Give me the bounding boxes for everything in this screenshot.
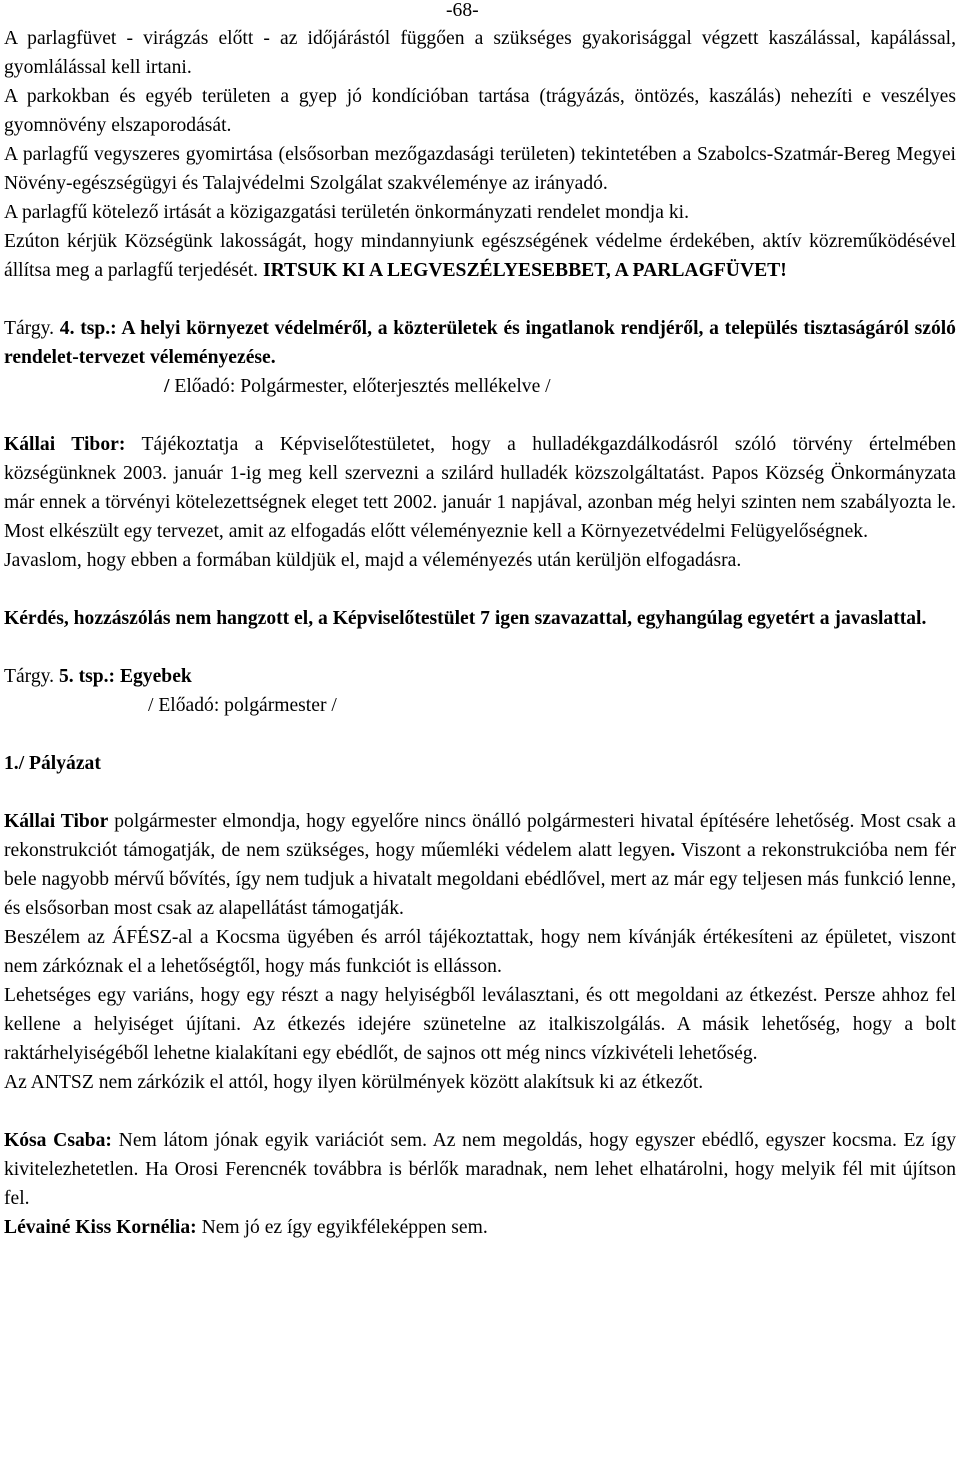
statement-kallai-2-text1: polgármester elmondja, hogy egyelőre nincs önálló polgármesteri hivatal építésére lehetőség. Most csak a rekonstrukciót támogatják, de nem szükséges, hogy műemléki védelem alatt legyen (4, 811, 956, 861)
vote-result: Kérdés, hozzászólás nem hangzott el, a Képviselőtestület 7 igen szavazattal, egyhangúlag egyetért a javaslattal. (4, 608, 927, 629)
agenda-item-4-prefix: Tárgy. (4, 318, 55, 339)
statement-kosa-text: Nem látom jónak egyik variációt sem. Az nem megoldás, hogy egyszer ebédlő, egyszer kocsma. Ez így kivitelezhetetlen. Ha Orosi Ferencnék továbbra is bérlők maradnak, nem lehet elhatárolni, hogy melyik fél mit újítson fel. (4, 1130, 956, 1209)
paragraph-parks: A parkokban és egyéb területen a gyep jó kondícióban tartása (trágyázás, öntözés, kaszálás) nehezíti e veszélyes gyomnövény elszaporodását. (4, 86, 956, 136)
agenda-item-4 (4, 314, 956, 372)
statement-levaine (4, 1213, 956, 1242)
speaker-levaine: Lévainé Kiss Kornélia: (4, 1217, 197, 1238)
agenda-item-5-title: : Egyebek (108, 666, 192, 687)
agenda-item-5 (4, 662, 956, 691)
subheading-palyazat: 1./ Pályázat (4, 753, 101, 774)
paragraph-chemical: A parlagfű vegyszeres gyomirtása (elsősorban mezőgazdasági területen) tekintetében a Szabolcs-Szatmár-Bereg Megyei Növény-egészségügyi és Talajvédelmi Szolgálat szakvéleménye az irányadó. (4, 144, 956, 194)
presenter-text: Előadó: Polgármester, előterjesztés mellékelve / (169, 376, 551, 397)
agenda-item-4-presenter (4, 372, 956, 401)
agenda-item-5-number: 5. tsp. (58, 666, 109, 687)
appeal-text: Ezúton kérjük Községünk lakosságát, hogy mindannyiunk egészségének védelme érdekében, aktív közreműködésével állítsa meg a parlagfű terjedését. (4, 231, 956, 281)
appeal-bold: IRTSUK KI A LEGVESZÉLYESEBBET, A PARLAGFÜVET! (262, 260, 787, 281)
paragraph-antsz: Az ANTSZ nem zárkózik el attól, hogy ilyen körülmények között alakítsuk ki az étkezőt. (4, 1072, 704, 1093)
statement-kosa (4, 1126, 956, 1213)
agenda-item-4-title: : A helyi környezet védelméről, a közterületek és ingatlanok rendjéről, a település tisztaságáról szóló rendelet-tervezet véleményezése. (4, 318, 956, 368)
agenda-item-5-prefix: Tárgy. (4, 666, 55, 687)
page-number: -68- (446, 0, 479, 21)
agenda-item-5-presenter: / Előadó: polgármester / (148, 695, 337, 716)
statement-kallai-1-text: Tájékoztatja a Képviselőtestületet, hogy a hulladékgazdálkodásról szóló törvény értelmében községünknek 2003. január 1-ig meg kell szervezni a szilárd hulladék közszolgáltatást. Papos Község Önkormányzata már ennek a törvényi kötelezettségnek eleget tett 2002. január 1 napjával, azonban még helyi szinten nem szabályozta le. Most elkészült egy tervezet, amit az elfogadás előtt véleményeznie kell a Környezetvédelmi Felügyelőségnek. (4, 434, 956, 542)
statement-levaine-text: Nem jó ez így egyikféleképpen sem. (196, 1217, 488, 1238)
statement-kallai-1 (4, 430, 956, 546)
presenter-slash: / (164, 376, 170, 397)
speaker-kallai-2: Kállai Tibor (4, 811, 109, 832)
paragraph-appeal (4, 227, 956, 285)
statement-kallai-2-dot: . (670, 840, 676, 861)
speaker-kallai-1: Kállai Tibor: (4, 434, 126, 455)
paragraph-afesz: Beszélem az ÁFÉSZ-al a Kocsma ügyében és arról tájékoztattak, hogy nem kívánják értékesíteni az épületet, viszont nem zárkóznak el a lehetőségtől, hogy más funkciót is ellásson. (4, 927, 956, 977)
agenda-item-4-number: 4. tsp. (59, 318, 111, 339)
paragraph-mowing: A parlagfüvet - virágzás előtt - az időjárástól függően a szükséges gyakorisággal végzett kaszálással, kapálással, gyomlálással kell irtani. (4, 28, 956, 78)
paragraph-regulation: A parlagfű kötelező irtását a közigazgatási területén önkormányzati rendelet mondja ki. (4, 202, 689, 223)
paragraph-variant: Lehetséges egy variáns, hogy egy részt a nagy helyiségből leválasztani, és ott megoldani az étkezést. Persze ahhoz fel kellene a helyiséget újítani. Az étkezés idejére szünetelne az italkiszolgálás. A másik lehetőség, hogy a bolt raktárhelyiségéből lehetne kialakítani egy ebédlőt, de sajnos ott még nincs vízkivételi lehetőség. (4, 985, 956, 1064)
statement-kallai-2-text2: Viszont a rekonstrukcióba nem fér bele nagyobb mérvű bővítés, így nem tudjuk a hivatalt megoldani ebédlővel, mert az már egy teljesen más funkció lenne, és elsősorban most csak az alapellátást támogatják. (4, 840, 956, 919)
proposal: Javaslom, hogy ebben a formában küldjük el, majd a véleményezés után kerüljön elfogadásra. (4, 550, 742, 571)
statement-kallai-2 (4, 807, 956, 923)
document-body (4, 24, 956, 1242)
speaker-kosa: Kósa Csaba: (4, 1130, 112, 1151)
